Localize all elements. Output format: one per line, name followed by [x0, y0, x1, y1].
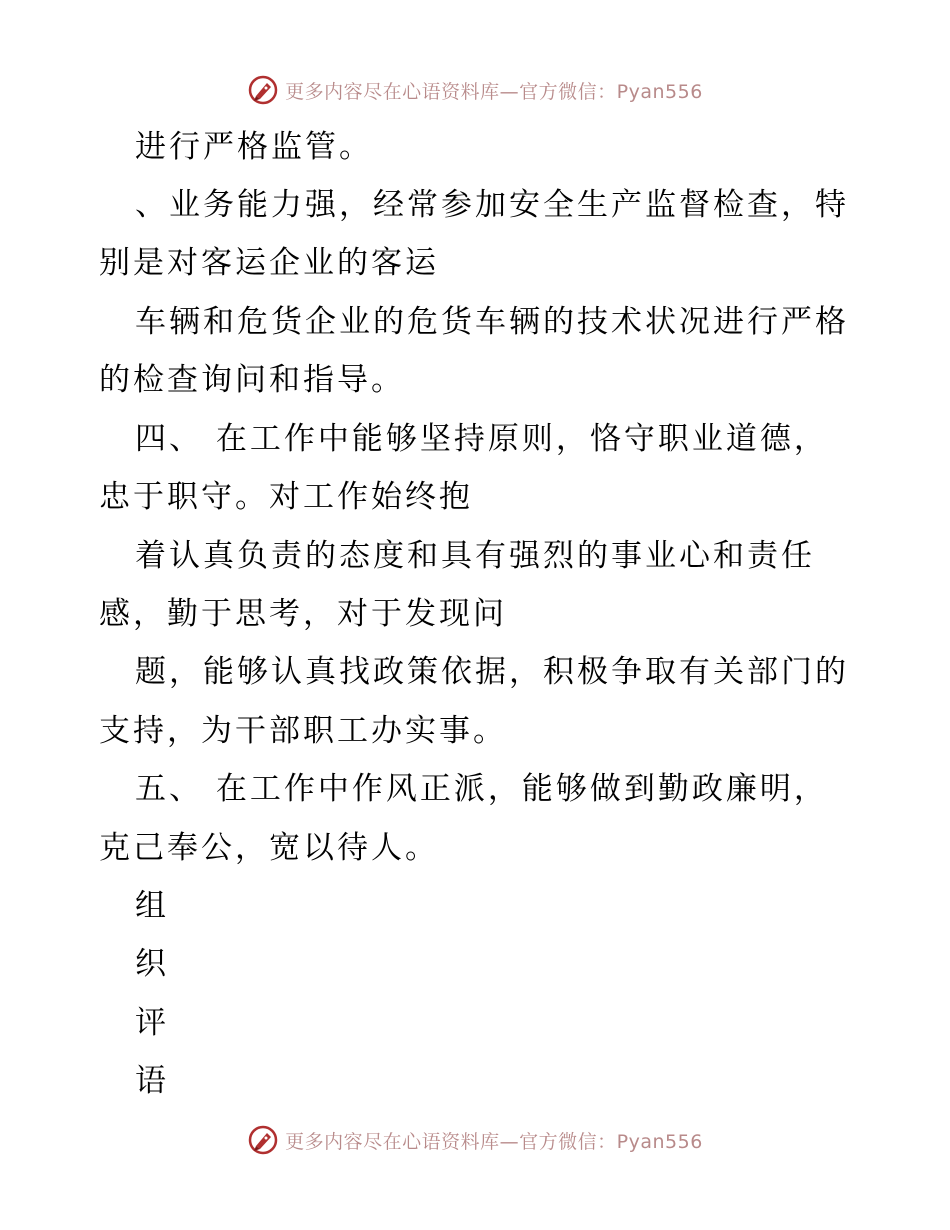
- text-line: 题，能够认真找政策依据，积极争取有关部门的: [135, 654, 849, 690]
- text-line: 四、 在工作中能够坚持原则，恪守职业道德，: [135, 421, 828, 457]
- text-line: 五、 在工作中作风正派，能够做到勤政廉明，: [135, 771, 828, 807]
- text-line: 织: [135, 946, 169, 982]
- text-line: 着认真负责的态度和具有强烈的事业心和责任: [135, 538, 815, 574]
- text-line: 的检查询问和指导。: [99, 362, 405, 398]
- pen-nib-logo-icon: [247, 1124, 279, 1156]
- banner-text: 更多内容尽在心语资料库—官方微信：Pyan556: [285, 80, 703, 103]
- text-line: 忠于职守。对工作始终抱: [99, 479, 473, 515]
- text-line: 评: [135, 1005, 169, 1041]
- text-line: 组: [135, 888, 169, 924]
- text-line: 进行严格监管。: [135, 129, 373, 165]
- text-line: 语: [135, 1063, 169, 1099]
- text-line: 车辆和危货企业的危货车辆的技术状况进行严格: [135, 304, 849, 340]
- text-line: 支持，为干部职工办实事。: [99, 713, 507, 749]
- text-line: 、业务能力强，经常参加安全生产监督检查，特: [135, 187, 849, 223]
- footer-banner: [0, 1120, 950, 1160]
- text-line: 感，勤于思考，对于发现问: [99, 596, 507, 632]
- text-line: 克己奉公，宽以待人。: [99, 830, 439, 866]
- text-line: 别是对客运企业的客运: [99, 245, 439, 281]
- banner-text: 更多内容尽在心语资料库—官方微信：Pyan556: [285, 1130, 703, 1153]
